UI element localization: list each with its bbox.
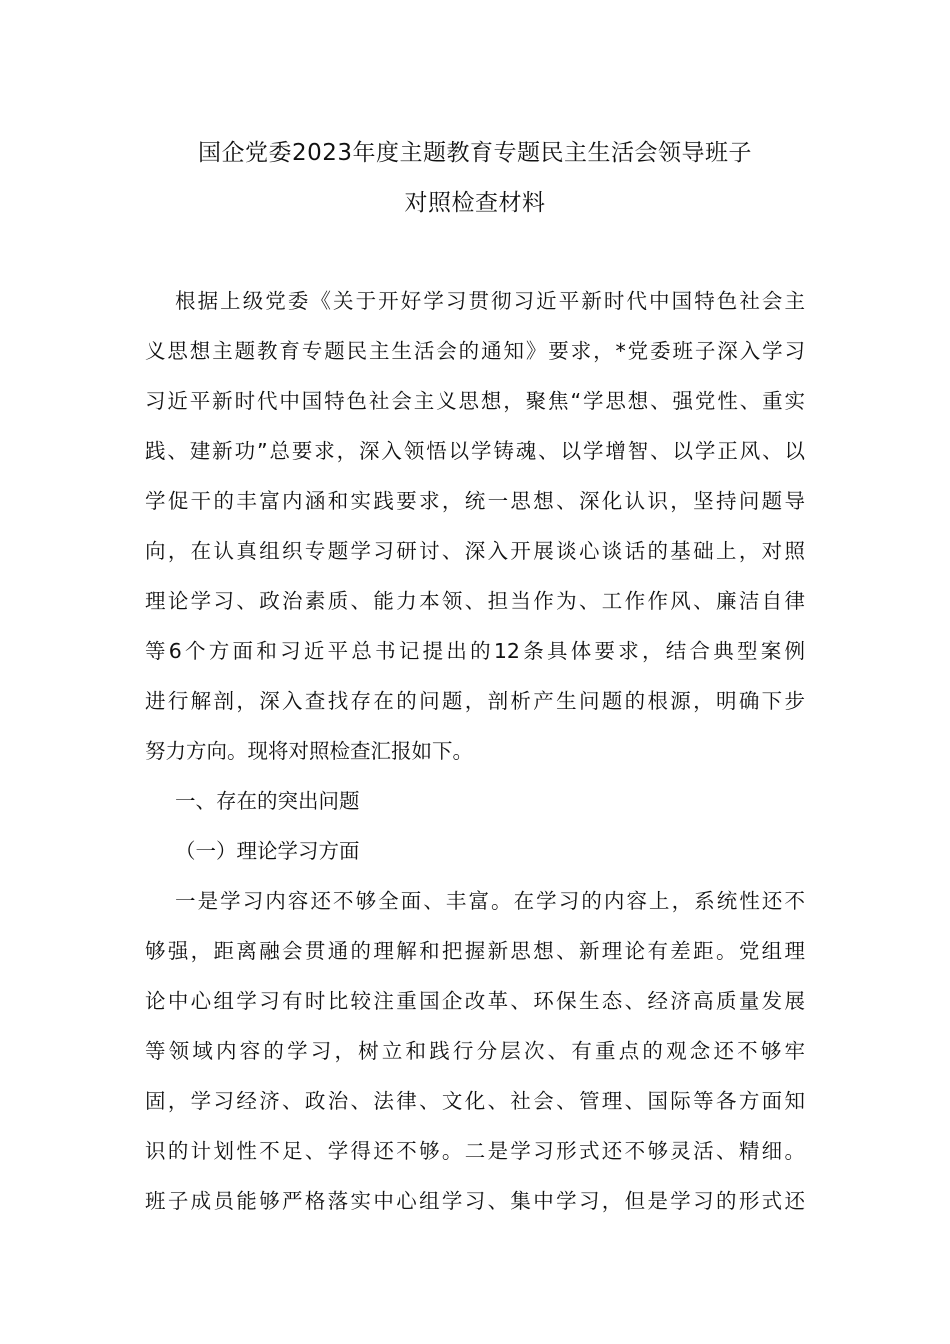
paragraph-line: 论中心组学习有时比较注重国企改革、环保生态、经济高质量发展 xyxy=(145,989,805,1013)
paragraph-line: 努力方向。现将对照检查汇报如下。 xyxy=(145,739,473,763)
paragraph-line: 进行解剖，深入查找存在的问题，剖析产生问题的根源，明确下步 xyxy=(145,689,805,713)
paragraph-line: 习近平新时代中国特色社会主义思想，聚焦“学思想、强党性、重实 xyxy=(145,389,805,413)
paragraph-line: 向，在认真组织专题学习研讨、深入开展谈心谈话的基础上，对照 xyxy=(145,539,805,563)
subsection-heading: （一）理论学习方面 xyxy=(175,839,360,863)
intro-paragraph xyxy=(145,276,805,776)
paragraph-line: 班子成员能够严格落实中心组学习、集中学习，但是学习的形式还 xyxy=(145,1189,805,1213)
document-title xyxy=(145,128,805,228)
paragraph-line: 固，学习经济、政治、法律、文化、社会、管理、国际等各方面知 xyxy=(145,1089,805,1113)
paragraph-line: 理论学习、政治素质、能力本领、担当作为、工作作风、廉洁自律 xyxy=(145,589,805,613)
paragraph-line: 根据上级党委《关于开好学习贯彻习近平新时代中国特色社会主 xyxy=(175,289,805,313)
paragraph-line: 等领域内容的学习，树立和践行分层次、有重点的观念还不够牢 xyxy=(145,1039,805,1063)
paragraph-line: 学促干的丰富内涵和实践要求，统一思想、深化认识，坚持问题导 xyxy=(145,489,805,513)
paragraph-line: 等6个方面和习近平总书记提出的12条具体要求，结合典型案例 xyxy=(145,639,805,663)
paragraph-line: 够强，距离融会贯通的理解和把握新思想、新理论有差距。党组理 xyxy=(145,939,805,963)
section-heading: 一、存在的突出问题 xyxy=(175,789,360,813)
title-line-2: 对照检查材料 xyxy=(404,190,546,216)
document-body xyxy=(145,276,805,1226)
paragraph-line: 义思想主题教育专题民主生活会的通知》要求，*党委班子深入学习 xyxy=(145,339,805,363)
paragraph-line: 识的计划性不足、学得还不够。二是学习形式还不够灵活、精细。 xyxy=(145,1139,805,1163)
paragraph-line: 践、建新功”总要求，深入领悟以学铸魂、以学增智、以学正风、以 xyxy=(145,439,805,463)
paragraph-line: 一是学习内容还不够全面、丰富。在学习的内容上，系统性还不 xyxy=(175,889,805,913)
theory-study-paragraph xyxy=(145,876,805,1226)
title-line-1: 国企党委2023年度主题教育专题民主生活会领导班子 xyxy=(197,140,753,166)
